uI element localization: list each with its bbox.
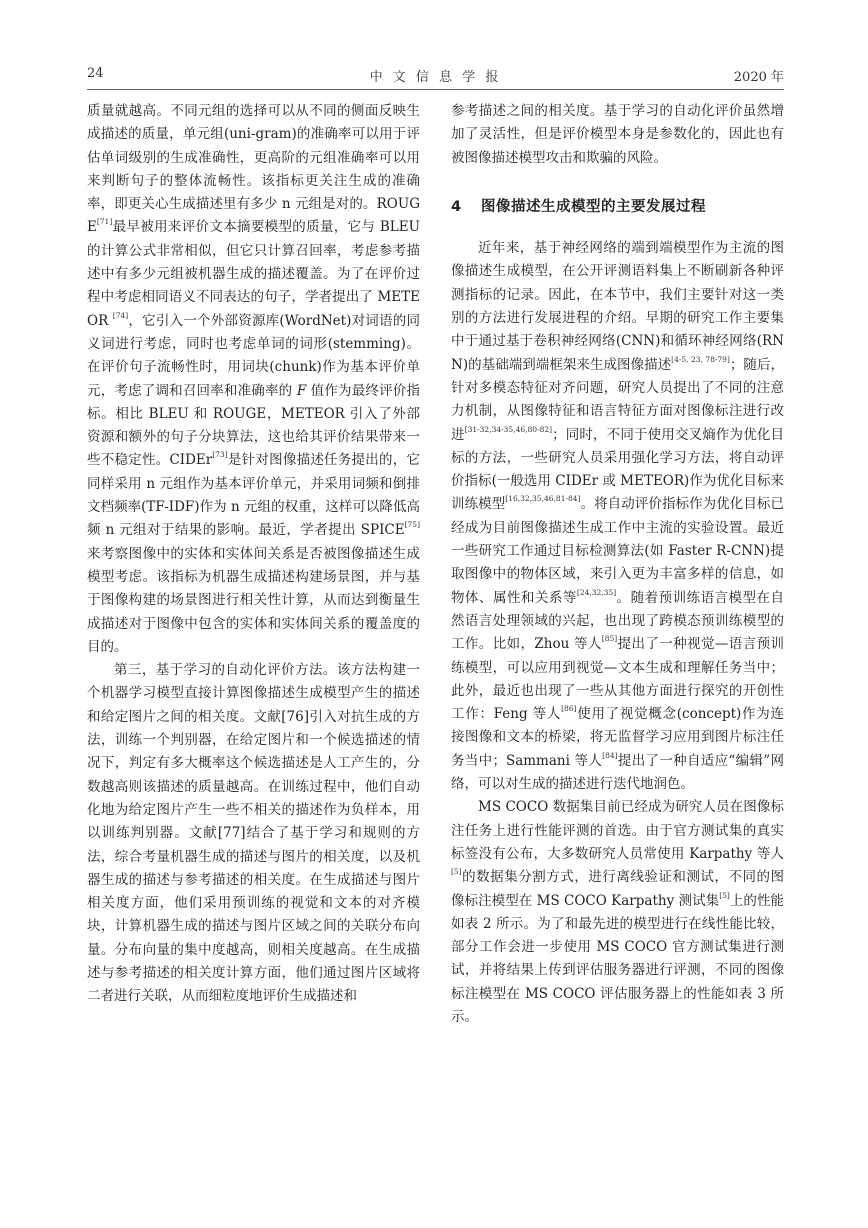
citation[interactable]: [75] <box>404 520 420 530</box>
paragraph-continuation: 参考描述之间的相关度。基于学习的自动化评价虽然增加了灵活性，但是评价模型本身是参数化的，因此也有被图像描述模型攻击和欺骗的风险。 <box>451 103 784 166</box>
citation[interactable]: [84] <box>602 750 618 760</box>
citation[interactable]: [31-32,34-35,46,80-82] <box>464 424 553 434</box>
page-number: 24 <box>87 66 104 81</box>
citation[interactable]: [4-5, 23, 78-79] <box>671 354 730 364</box>
citation[interactable]: [74] <box>112 310 129 320</box>
left-column <box>87 100 420 1009</box>
paragraph-ms-coco: MS COCO 数据集目前已经成为研究人员在图像标注任务上进行性能评测的首选。由于官方测试集的真实标签没有公布，大多数研究人员常使用 Karpathy 等人[5]的数据集分割方式，进行离线验证和测试，不同的图像标注模型在 MS COCO Karpathy 测试集[5]上的性能如表 2 所示。为了和最先进的模型进行在线性能比较，部分工作会进一步使用 MS COCO 官方测试集进行测试，并将结果上传到评估服务器进行评测，不同的图像标注模型在 MS COCO 评估服务器上的性能如表 3 所示。 <box>451 799 785 1025</box>
paragraph-evaluation-metrics: 质量就越高。不同元组的选择可以从不同的侧面反映生成描述的质量，单元组(uni-gram)的准确率可以用于评估单词级别的生成准确性，更高阶的元组准确率可以用来判断句子的整体流畅性。该指标更关注生成的准确率，即更关心生成描述里有多少 n 元组是对的。ROUGE[71]最早被用来评价文本摘要模型的质量，它与 BLEU 的计算公式非常相似，但它只计算召回率，考虑参考描述中有多少元组被机器生成的描述覆盖。为了在评价过程中考虑相同语义不同表达的句子，学者提出了 METEOR [74]，它引入一个外部资源库(WordNet)对词语的同义词进行考虑，同时也考虑单词的词形(stemming)。在评价句子流畅性时，用词块(chunk)作为基本评价单元，考虑了调和召回率和准确率的 F 值作为最终评价指标。相比 BLEU 和 ROUGE，METEOR 引入了外部资源和额外的句子分块算法，这也给其评价结果带来一些不稳定性。CIDEr[73]是针对图像描述任务提出的，它同样采用 n 元组作为基本评价单元，并采用词频和倒排文档频率(TF-IDF)作为 n 元组的权重，这样可以降低高频 n 元组对于结果的影响。最近，学者提出 SPICE[75]来考察图像中的实体和实体间关系是否被图像描述生成模型考虑。该指标为机器生成描述构建场景图，并与基于图像构建的场景图进行相关性计算，从而达到衡量生成描述对于图像中包含的实体和实体间关系的覆盖度的目的。 <box>87 103 420 655</box>
header-rule <box>87 89 784 90</box>
right-column <box>451 100 784 1029</box>
publication-year: 2020 年 <box>733 70 784 85</box>
paragraph-learning-based-evaluation: 第三，基于学习的自动化评价方法。该方法构建一个机器学习模型直接计算图像描述生成模型产生的描述和给定图片之间的相关度。文献[76]引入对抗生成的方法，训练一个判别器，在给定图片和一个候选描述的情况下，判定有多大概率这个候选描述是人工产生的，分数越高则该描述的质量越高。在训练过程中，他们自动化地为给定图片产生一些不相关的描述作为负样本，用以训练判别器。文献[77]结合了基于学习和规则的方法，综合考量机器生成的描述与图片的相关度，以及机器生成的描述与参考描述的相关度。在生成描述与图片相关度方面，他们采用预训练的视觉和文本的对齐模块，计算机器生成的描述与图片区域之间的关联分布向量。分布向量的集中度越高，则相关度越高。在生成描述与参考描述的相关度计算方面，他们通过图片区域将二者进行关联，从而细粒度地评价生成描述和 <box>87 662 420 1005</box>
citation[interactable]: [71] <box>96 217 113 227</box>
section-heading <box>451 196 784 219</box>
citation[interactable]: [24,32,35] <box>576 587 617 597</box>
running-header <box>87 66 784 88</box>
section-title: 图像描述生成模型的主要发展过程 <box>481 198 706 215</box>
paragraph-model-development: 近年来，基于神经网络的端到端模型作为主流的图像描述生成模型，在公开评测语料集上不断刷新各种评测指标的记录。因此，在本节中，我们主要针对这一类别的方法进行发展进程的介绍。早期的研究工作主要集中于通过基于卷积神经网络(CNN)和循环神经网络(RNN)的基础端到端框架来生成图像描述[4-5, 23, 78-79]；随后，针对多模态特征对齐问题，研究人员提出了不同的注意力机制，从图像特征和语言特征方面对图像标注进行改进[31-32,34-35,46,80-82]；同时，不同于使用交叉熵作为优化目标的方法，一些研究人员采用强化学习方法，将自动评价指标(一般选用 CIDEr 或 METEOR)作为优化目标来训练模型[16,32,35,46,81-84]。将自动评价指标作为优化目标已经成为目前图像描述生成工作中主流的实验设置。最近一些研究工作通过目标检测算法(如 Faster R-CNN)提取图像中的物体区域，来引入更为丰富多样的信息，如物体、属性和关系等[24,32,35]。随着预训练语言模型在自然语言处理领域的兴起，也出现了跨模态预训练模型的工作。比如，Zhou 等人[85]提出了一种视觉—语言预训练模型，可以应用到视觉—文本生成和理解任务当中；此外，最近也出现了一些从其他方面进行探究的开创性工作：Feng 等人[86]使用了视觉概念(concept)作为连接图像和文本的桥梁，将无监督学习应用到图片标注任务当中；Sammani 等人[84]提出了一种自适应“编辑”网络，可以对生成的描述进行迭代地润色。 <box>451 240 785 793</box>
citation[interactable]: [85] <box>601 634 618 644</box>
citation[interactable]: [5] <box>451 867 462 877</box>
citation[interactable]: [86] <box>561 704 577 714</box>
citation[interactable]: [16,32,35,46,81-84] <box>505 494 581 504</box>
citation[interactable]: [5] <box>719 890 730 900</box>
section-number: 4 <box>451 198 462 215</box>
journal-title: 中 文 信 息 学 报 <box>369 70 502 85</box>
citation[interactable]: [73] <box>212 450 228 460</box>
